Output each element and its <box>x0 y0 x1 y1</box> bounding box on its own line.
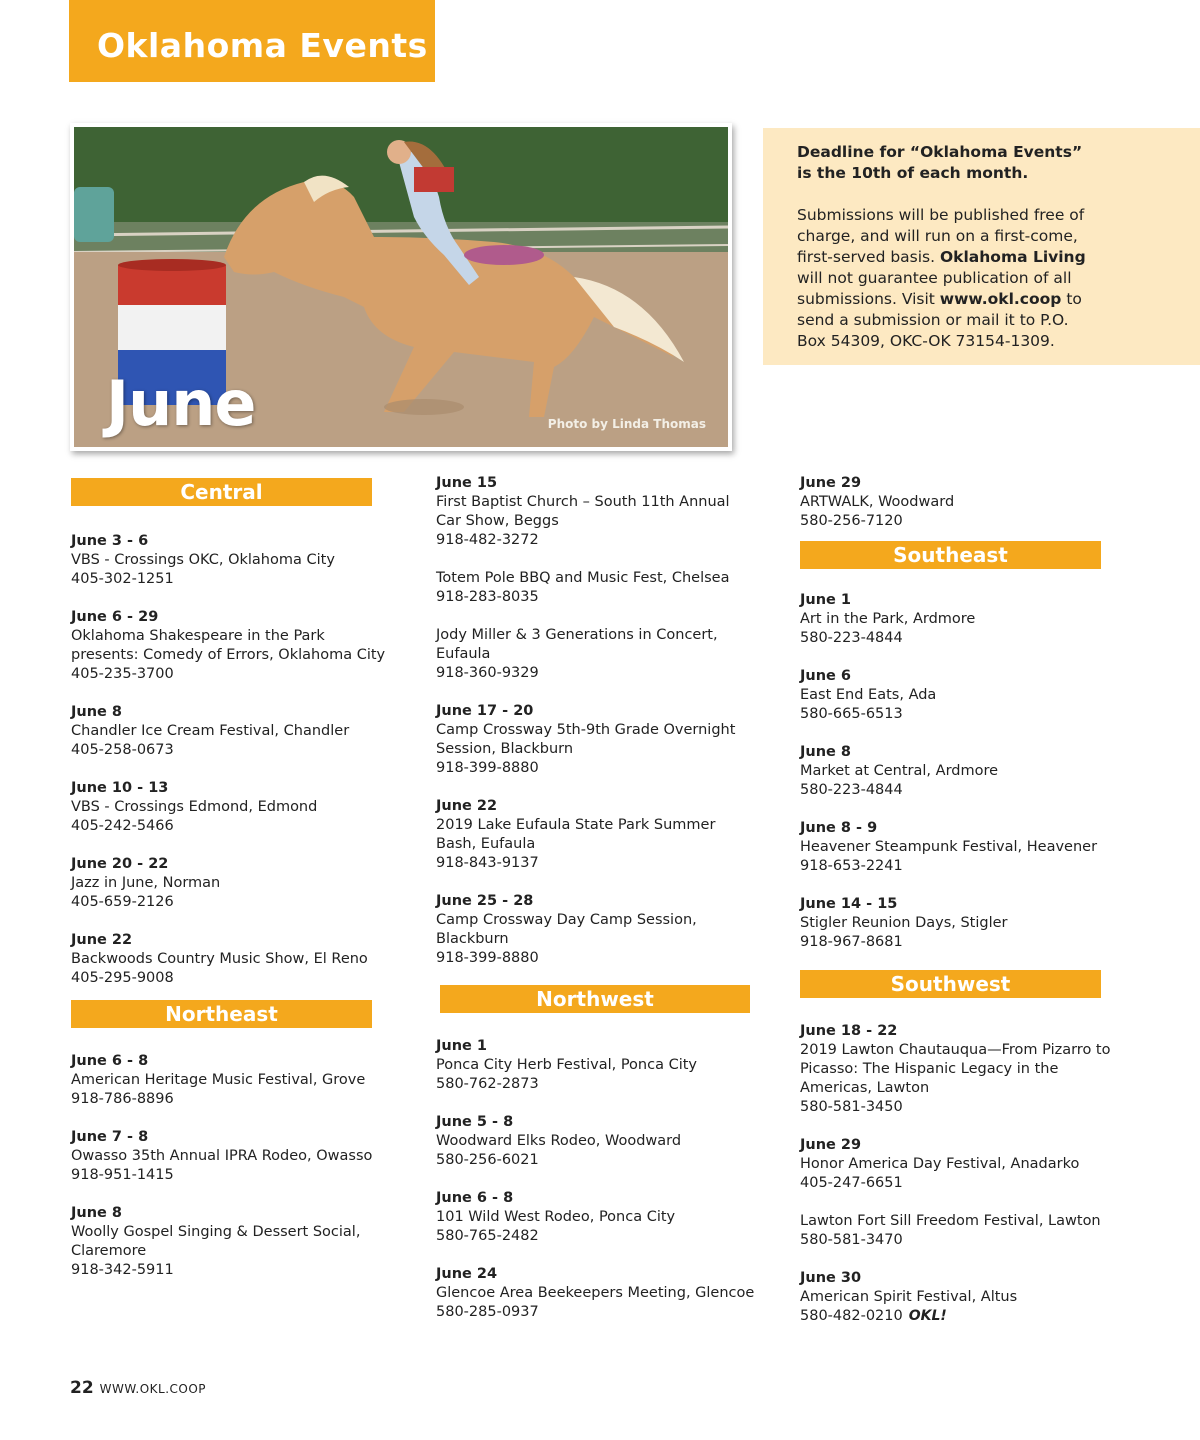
event-name: Backwoods Country Music Show, El Reno <box>71 951 368 967</box>
event-name: Glencoe Area Beekeepers Meeting, Glencoe <box>436 1285 755 1301</box>
event-phone: 918-399-8880 <box>436 950 539 966</box>
event-name: ARTWALK, Woodward <box>800 494 955 510</box>
event-item <box>800 819 1130 876</box>
event-phone: 918-843-9137 <box>436 855 539 871</box>
deadline-text-2: will not guarantee publication of all submissions. Visit <box>797 269 1072 308</box>
event-name: East End Eats, Ada <box>800 687 937 703</box>
event-date: June 7 - 8 <box>71 1129 149 1145</box>
event-item <box>436 702 756 778</box>
event-date: June 20 - 22 <box>71 856 169 872</box>
event-name: Stigler Reunion Days, Stigler <box>800 915 1008 931</box>
event-item <box>436 1189 756 1246</box>
deadline-heading: Deadline for “Oklahoma Events” is the 10th of each month. <box>797 143 1083 182</box>
event-name: Oklahoma Shakespeare in the Park presents: Comedy of Errors, Oklahoma City <box>71 628 386 663</box>
event-name: Woodward Elks Rodeo, Woodward <box>436 1133 682 1149</box>
southwest-events <box>800 1022 1130 1326</box>
event-phone: 405-659-2126 <box>71 894 174 910</box>
event-name: 2019 Lake Eufaula State Park Summer Bash, Eufaula <box>436 817 716 852</box>
event-item <box>800 895 1130 952</box>
event-item <box>71 703 401 760</box>
footer-url[interactable]: WWW.OKL.COOP <box>99 1382 207 1396</box>
event-phone: 580-223-4844 <box>800 782 903 798</box>
event-phone: 580-762-2873 <box>436 1076 539 1092</box>
event-date: June 5 - 8 <box>436 1114 514 1130</box>
event-name: Camp Crossway 5th-9th Grade Overnight Session, Blackburn <box>436 722 736 757</box>
event-date: June 6 - 8 <box>71 1053 149 1069</box>
southeast-events <box>800 591 1130 952</box>
event-name: Chandler Ice Cream Festival, Chandler <box>71 723 350 739</box>
event-date: June 29 <box>800 1137 862 1153</box>
event-item <box>71 1204 401 1280</box>
event-date: June 15 <box>436 475 498 491</box>
event-phone: 918-653-2241 <box>800 858 903 874</box>
region-header-central: Central <box>71 478 372 506</box>
event-item <box>71 1052 401 1109</box>
event-date: June 18 - 22 <box>800 1023 898 1039</box>
event-item <box>71 931 401 988</box>
events-column-3 <box>800 474 1130 1345</box>
page-title: Oklahoma Events <box>97 26 428 65</box>
northwest-events <box>436 1037 756 1322</box>
event-phone: 405-247-6651 <box>800 1175 903 1191</box>
event-date: June 8 <box>71 704 123 720</box>
event-name: Totem Pole BBQ and Music Fest, Chelsea <box>436 570 730 586</box>
event-name: American Heritage Music Festival, Grove <box>71 1072 366 1088</box>
event-phone: 918-360-9329 <box>436 665 539 681</box>
event-item <box>800 743 1130 800</box>
event-phone: 405-295-9008 <box>71 970 174 986</box>
event-date: June 8 <box>71 1205 123 1221</box>
event-name: Woolly Gospel Singing & Dessert Social, Claremore <box>71 1224 361 1259</box>
event-name: American Spirit Festival, Altus <box>800 1289 1018 1305</box>
event-phone: 580-256-7120 <box>800 513 903 529</box>
event-date: June 14 - 15 <box>800 896 898 912</box>
event-date: June 25 - 28 <box>436 893 534 909</box>
event-name: Heavener Steampunk Festival, Heavener <box>800 839 1098 855</box>
event-phone: 405-235-3700 <box>71 666 174 682</box>
event-phone: 918-342-5911 <box>71 1262 174 1278</box>
event-item <box>436 797 756 873</box>
northeast-events <box>71 1052 401 1280</box>
event-date: June 10 - 13 <box>71 780 169 796</box>
event-phone: 918-482-3272 <box>436 532 539 548</box>
event-phone: 405-258-0673 <box>71 742 174 758</box>
event-item <box>436 1113 756 1170</box>
event-name: Market at Central, Ardmore <box>800 763 999 779</box>
northwest-events-continued <box>800 474 1130 531</box>
event-name: Lawton Fort Sill Freedom Festival, Lawton <box>800 1213 1101 1229</box>
event-date: June 6 - 29 <box>71 609 159 625</box>
title-banner <box>69 0 435 82</box>
event-item <box>800 591 1130 648</box>
event-phone: 405-302-1251 <box>71 571 174 587</box>
event-date: June 17 - 20 <box>436 703 534 719</box>
event-phone: 918-951-1415 <box>71 1167 174 1183</box>
event-date: June 6 - 8 <box>436 1190 514 1206</box>
event-item <box>71 855 401 912</box>
website-link[interactable]: www.okl.coop <box>939 290 1062 308</box>
central-events <box>71 532 401 988</box>
deadline-text-3: to send a submission or mail it to P.O. Box 54309, OKC-OK 73154-1309. <box>797 290 1082 350</box>
events-column-2 <box>436 474 756 1341</box>
event-item <box>71 532 401 589</box>
event-date: June 29 <box>800 475 862 491</box>
event-date: June 22 <box>71 932 133 948</box>
event-item <box>436 892 756 968</box>
event-phone-number: 580-482-0210 <box>800 1308 903 1324</box>
event-date: June 24 <box>436 1266 498 1282</box>
event-name: Art in the Park, Ardmore <box>800 611 976 627</box>
events-column-1 <box>71 474 401 1299</box>
event-phone: 918-399-8880 <box>436 760 539 776</box>
publication-name: Oklahoma Living <box>940 248 1086 266</box>
event-name: Jody Miller & 3 Generations in Concert, Eufaula <box>436 627 718 662</box>
event-phone: 580-223-4844 <box>800 630 903 646</box>
northeast-events-continued <box>436 474 756 968</box>
barrel-racing-photo <box>74 127 728 447</box>
event-date: June 1 <box>436 1038 488 1054</box>
event-item <box>71 1128 401 1185</box>
event-name: First Baptist Church – South 11th Annual Car Show, Beggs <box>436 494 730 529</box>
event-date: June 8 <box>800 744 852 760</box>
event-item <box>436 474 756 550</box>
page-footer <box>70 1378 206 1398</box>
event-date: June 30 <box>800 1270 862 1286</box>
event-phone: 580-581-3470 <box>800 1232 903 1248</box>
event-date: June 6 <box>800 668 852 684</box>
event-name: Ponca City Herb Festival, Ponca City <box>436 1057 698 1073</box>
event-phone: 918-283-8035 <box>436 589 539 605</box>
event-item <box>800 1136 1130 1193</box>
event-phone <box>800 1307 1130 1326</box>
event-name: 101 Wild West Rodeo, Ponca City <box>436 1209 676 1225</box>
page-number: 22 <box>70 1378 94 1398</box>
featured-photo-frame <box>70 123 732 451</box>
deadline-text-1: Submissions will be published free of charge, and will run on a first-come, first-served basis. <box>797 206 1085 266</box>
event-item <box>71 608 401 684</box>
event-item <box>800 1022 1130 1117</box>
event-phone: 918-967-8681 <box>800 934 903 950</box>
region-header-southwest: Southwest <box>800 970 1101 998</box>
event-phone: 580-581-3450 <box>800 1099 903 1115</box>
region-header-northwest: Northwest <box>440 985 750 1013</box>
event-name: Owasso 35th Annual IPRA Rodeo, Owasso <box>71 1148 373 1164</box>
month-label: June <box>106 367 256 440</box>
event-phone: 918-786-8896 <box>71 1091 174 1107</box>
event-date: June 22 <box>436 798 498 814</box>
event-item <box>436 569 756 607</box>
event-phone: 580-285-0937 <box>436 1304 539 1320</box>
event-phone: 405-242-5466 <box>71 818 174 834</box>
event-name: 2019 Lawton Chautauqua—From Pizarro to Picasso: The Hispanic Legacy in the Americas, Lawton <box>800 1042 1111 1096</box>
event-name: VBS - Crossings Edmond, Edmond <box>71 799 318 815</box>
event-name: VBS - Crossings OKC, Oklahoma City <box>71 552 335 568</box>
deadline-body <box>797 205 1097 352</box>
event-item <box>436 1265 756 1322</box>
event-date: June 8 - 9 <box>800 820 878 836</box>
event-phone: 580-765-2482 <box>436 1228 539 1244</box>
event-item <box>436 1037 756 1094</box>
event-item <box>436 626 756 683</box>
event-name: Camp Crossway Day Camp Session, Blackburn <box>436 912 697 947</box>
event-name: Honor America Day Festival, Anadarko <box>800 1156 1080 1172</box>
event-item <box>71 779 401 836</box>
event-item <box>800 667 1130 724</box>
okl-end-mark: OKL! <box>908 1308 947 1324</box>
region-header-northeast: Northeast <box>71 1000 372 1028</box>
region-header-southeast: Southeast <box>800 541 1101 569</box>
event-date: June 1 <box>800 592 852 608</box>
photo-credit: Photo by Linda Thomas <box>547 417 706 431</box>
event-phone: 580-665-6513 <box>800 706 903 722</box>
deadline-notice <box>763 128 1200 365</box>
event-name: Jazz in June, Norman <box>71 875 221 891</box>
event-phone: 580-256-6021 <box>436 1152 539 1168</box>
event-item <box>800 1212 1130 1250</box>
event-date: June 3 - 6 <box>71 533 149 549</box>
event-item <box>800 1269 1130 1326</box>
event-item <box>800 474 1130 531</box>
